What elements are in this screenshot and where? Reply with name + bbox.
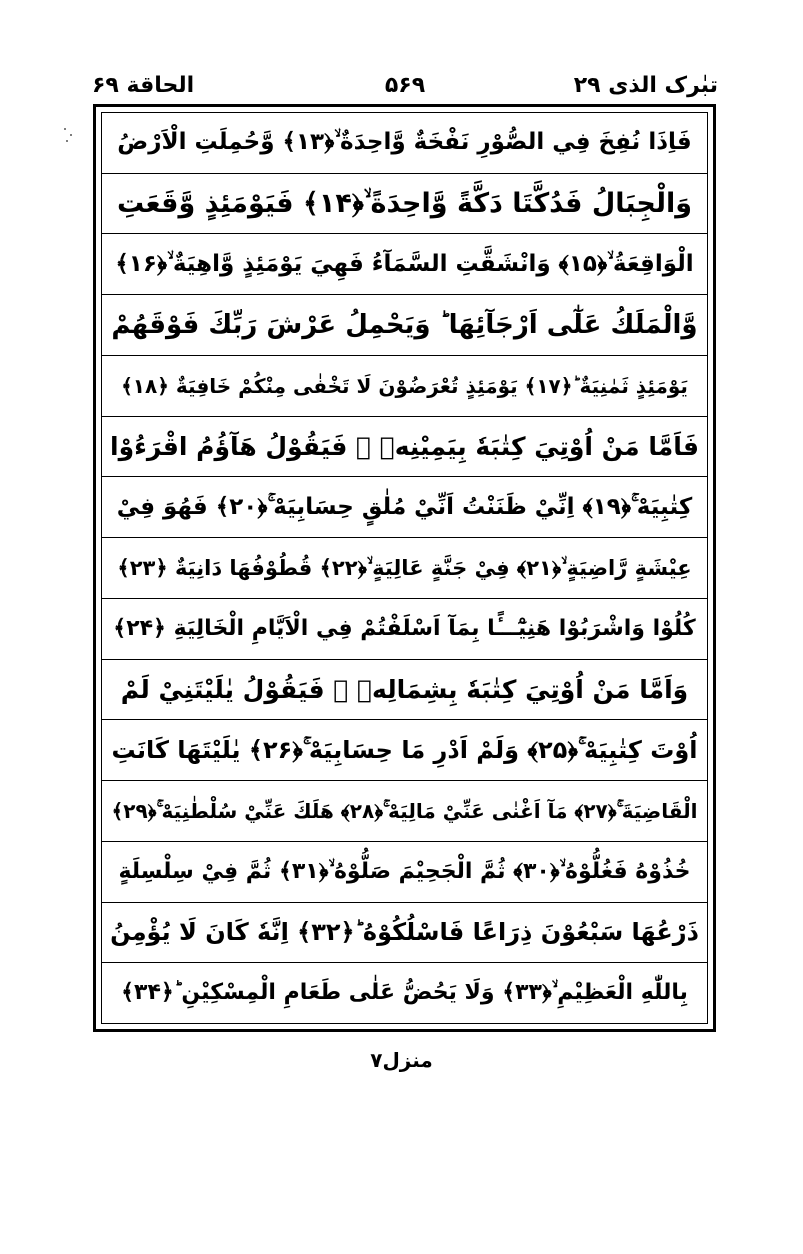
verse-line-13: [102, 842, 707, 903]
verse-line-2: [102, 174, 707, 235]
verse-line-text: فَاِذَا نُفِخَ فِي الصُّوْرِ نَفْخَةٌ وَّاحِدَةٌ ۙ﴿۱۳﴾ وَّحُمِلَتِ الْاَرْضُ: [117, 129, 692, 156]
verse-line-text: كِتٰبِيَهْ ۚ﴿۱۹﴾ اِنِّيْ ظَنَنْتُ اَنِّيْ مُلٰقٍ حِسَابِيَهْ ۚ﴿۲۰﴾ فَهُوَ فِيْ: [116, 493, 693, 520]
scan-speckle: [70, 134, 72, 136]
verse-line-text: كُلُوْا وَاشْرَبُوْا هَنِيْٓـــًٔا بِمَآ اَسْلَفْتُمْ فِي الْاَيَّامِ الْخَالِيَةِ ﴿۲۴﴾: [113, 615, 696, 641]
verse-line-5: [102, 356, 707, 417]
juz-title: تبٰرک الذی ۲۹: [573, 73, 718, 98]
text-frame-inner: [101, 112, 708, 1024]
verse-line-8: [102, 538, 707, 599]
verse-line-text: خُذُوْهُ فَغُلُّوْهُ ۙ﴿۳۰﴾ ثُمَّ الْجَحِيْمَ صَلُّوْهُ ۙ﴿۳۱﴾ ثُمَّ فِيْ سِلْسِلَةٍ: [118, 858, 691, 884]
verse-line-text: وَّالْمَلَكُ عَلٰٓى اَرْجَآئِهَا ؕ وَيَحْمِلُ عَرْشَ رَبِّكَ فَوْقَهُمْ: [111, 310, 698, 341]
scan-speckle: [64, 128, 66, 130]
verse-line-text: ذَرْعُهَا سَبْعُوْنَ ذِرَاعًا فَاسْلُكُوْهُ ؕ﴿۳۲﴾ اِنَّهٗ كَانَ لَا يُؤْمِنُ: [110, 918, 699, 947]
verse-line-7: [102, 477, 707, 538]
verse-line-14: [102, 903, 707, 964]
verse-line-6: [102, 417, 707, 478]
surah-title: الحاقة ۶۹: [92, 73, 195, 98]
verse-line-9: [102, 599, 707, 660]
page-number: ۵۶۹: [384, 73, 426, 98]
verse-line-text: بِاللّٰهِ الْعَظِيْمِ ۙ﴿۳۳﴾ وَلَا يَحُضُّ عَلٰى طَعَامِ الْمِسْكِيْنِ ؕ﴿۳۴﴾: [121, 980, 688, 1006]
scan-speckle: [66, 140, 68, 142]
verse-line-4: [102, 295, 707, 356]
verse-line-11: [102, 720, 707, 781]
verse-line-3: [102, 234, 707, 295]
manzil-footer: منزل۷: [370, 1048, 433, 1072]
verse-line-text: الْقَاضِيَةَ ۚ﴿۲۷﴾ مَآ اَغْنٰى عَنِّيْ مَالِيَهْ ۚ﴿۲۸﴾ هَلَكَ عَنِّيْ سُلْطٰنِيَهْ ۚ﴿۲۹﴾: [111, 798, 698, 823]
verse-line-15: [102, 963, 707, 1023]
verse-line-text: وَالْجِبَالُ فَدُكَّتَا دَكَّةً وَّاحِدَةً ۙ﴿۱۴﴾ فَيَوْمَئِذٍ وَّقَعَتِ: [116, 188, 693, 220]
verse-line-text: الْوَاقِعَةُ ۙ﴿۱۵﴾ وَانْشَقَّتِ السَّمَآءُ فَهِيَ يَوْمَئِذٍ وَّاهِيَةٌ ۙ﴿۱۶﴾: [115, 250, 694, 277]
verse-line-text: عِيْشَةٍ رَّاضِيَةٍ ۙ﴿۲۱﴾ فِيْ جَنَّةٍ عَالِيَةٍ ۙ﴿۲۲﴾ قُطُوْفُهَا دَانِيَةٌ ﴿۲۳﴾: [117, 555, 692, 580]
verse-line-text: يَوْمَئِذٍ ثَمٰنِيَةٌ ؕ﴿۱۷﴾ يَوْمَئِذٍ تُعْرَضُوْنَ لَا تَخْفٰى مِنْكُمْ خَافِيَةٌ ﴿۱۸﴾: [121, 373, 688, 398]
verse-line-text: اُوْتَ كِتٰبِيَهْ ۚ﴿۲۵﴾ وَلَمْ اَدْرِ مَا حِسَابِيَهْ ۚ﴿۲۶﴾ يٰلَيْتَهَا كَانَتِ: [111, 736, 698, 765]
verse-line-text: فَاَمَّا مَنْ اُوْتِيَ كِتٰبَهٗ بِيَمِيْنِهٖ ۙ فَيَقُوْلُ هَآؤُمُ اقْرَءُوْا: [110, 432, 699, 462]
verse-line-1: [102, 113, 707, 174]
verse-line-12: [102, 781, 707, 842]
text-frame: [93, 104, 716, 1032]
verse-line-10: [102, 660, 707, 721]
verse-line-text: وَاَمَّا مَنْ اُوْتِيَ كِتٰبَهٗ بِشِمَالِهٖ ۙ فَيَقُوْلُ يٰلَيْتَنِيْ لَمْ: [120, 674, 689, 704]
page-header: [92, 66, 718, 106]
